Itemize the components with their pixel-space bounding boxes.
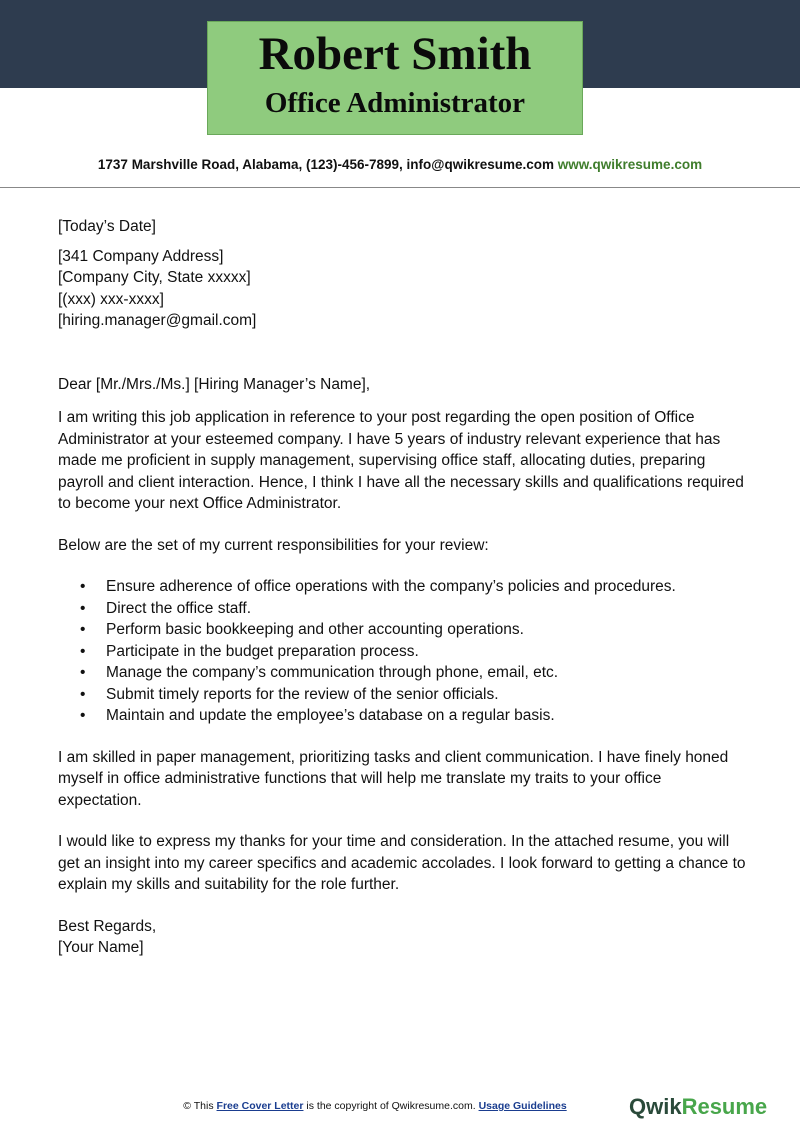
letter-body — [58, 216, 748, 959]
job-title: Office Administrator — [264, 87, 526, 119]
usage-guidelines-link[interactable]: Usage Guidelines — [478, 1100, 567, 1112]
intro-paragraph: I am writing this job application in reference to your post regarding the open position of Office Administrator at your esteemed company. I have 5 years of industry relevant experience that has made me proficient in supply management, supervising office staff, allocating duties, preparing payroll and client interaction. Hence, I think I have all the necessary skills and qualifications required to become your next Office Administrator. — [58, 409, 744, 512]
salutation: Dear [Mr./Mrs./Ms.] [Hiring Manager’s Name], — [58, 375, 371, 393]
list-intro: Below are the set of my current responsibilities for your review: — [58, 536, 489, 554]
logo-part-qwik: Qwik — [629, 1094, 682, 1119]
closing: Best Regards, — [58, 917, 157, 935]
signature: [Your Name] — [58, 939, 144, 956]
footer-middle: is the copyright of Qwikresume.com. — [306, 1100, 476, 1112]
address-line: [Company City, State xxxxx] — [58, 269, 251, 286]
list-item: • Submit timely reports for the review of the senior officials. — [106, 684, 748, 706]
list-item: • Participate in the budget preparation process. — [106, 641, 748, 663]
logo-part-resume: Resume — [681, 1094, 768, 1119]
letter-date: [Today’s Date] — [58, 218, 156, 235]
qwikresume-logo — [629, 1093, 767, 1121]
address-line: [hiring.manager@gmail.com] — [58, 312, 257, 329]
thanks-paragraph: I would like to express my thanks for your time and consideration. In the attached resume, you will get an insight into my career specifics and academic accolades. I look forward to getting a chance to explain my skills and suitability for the role further. — [58, 833, 746, 893]
list-item: • Manage the company’s communication through phone, email, etc. — [106, 662, 748, 684]
contact-details: 1737 Marshville Road, Alabama, (123)-456-7899, info@qwikresume.com — [97, 157, 555, 172]
header-divider — [0, 187, 800, 188]
list-item: • Maintain and update the employee’s database on a regular basis. — [106, 705, 748, 727]
contact-line — [0, 156, 800, 174]
address-line: [(xxx) xxx-xxxx] — [58, 290, 164, 308]
website-link[interactable]: www.qwikresume.com — [557, 157, 703, 172]
free-cover-letter-link[interactable]: Free Cover Letter — [216, 1100, 304, 1112]
list-item: • Ensure adherence of office operations with the company’s policies and procedures. — [106, 576, 748, 598]
applicant-name: Robert Smith — [258, 28, 532, 80]
recipient-address — [58, 246, 748, 332]
address-line: [341 Company Address] — [58, 247, 224, 265]
list-item: • Perform basic bookkeeping and other accounting operations. — [106, 619, 748, 641]
list-item: • Direct the office staff. — [106, 598, 748, 620]
responsibilities-list — [58, 576, 748, 727]
name-title-box — [207, 21, 583, 135]
footer-prefix: © This — [183, 1100, 214, 1112]
skills-paragraph: I am skilled in paper management, prioritizing tasks and client communication. I have finely honed myself in office administrative functions that will help me translate my traits to your office expectation. — [58, 748, 729, 809]
